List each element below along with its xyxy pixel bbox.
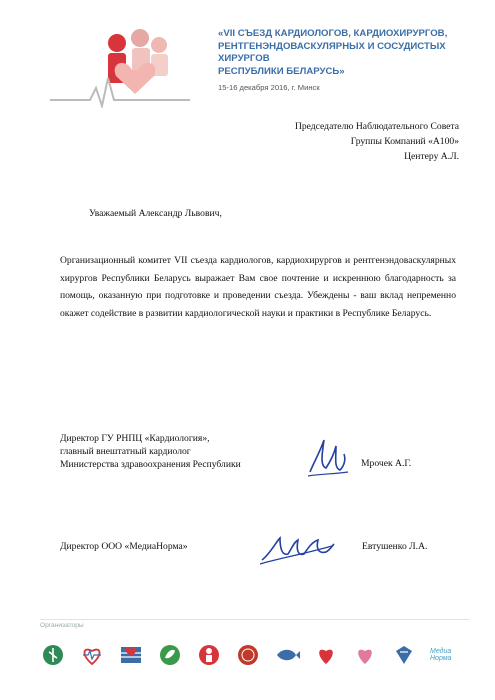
media-norma-text: Медиа Норма: [430, 648, 452, 662]
organizers-logos: [40, 640, 470, 670]
red-heart-logo-icon: [313, 642, 339, 668]
footer-divider: [40, 619, 470, 620]
signatory-2-name: Евтушенко Л.А.: [362, 541, 428, 552]
signatory-title-line: главный внештатный кардиолог: [60, 446, 191, 458]
heart-wave-logo-icon: [79, 642, 105, 668]
signatory-1-title: [60, 432, 241, 472]
european-society-logo-icon: [235, 642, 261, 668]
title-line: «VII СЪЕЗД КАРДИОЛОГОВ, КАРДИОХИРУРГОВ,: [218, 28, 448, 39]
title-line: РЕСПУБЛИКИ БЕЛАРУСЬ»: [218, 65, 345, 77]
baci-logo-icon: [391, 642, 417, 668]
pink-heart-logo-icon: [352, 642, 378, 668]
congress-logo: [40, 18, 200, 108]
signatory-2-title: Директор ООО «МедиаНорма»: [60, 541, 188, 552]
title-line: РЕНТГЕНЭНДОВАСКУЛЯРНЫХ И СОСУДИСТЫХ ХИРУРГОВ: [218, 40, 446, 64]
recipient-line: Группы Компаний «А100»: [350, 136, 459, 148]
red-figure-logo-icon: [196, 642, 222, 668]
signature-1: [300, 432, 360, 482]
signature-2: [256, 524, 336, 568]
salutation: Уважаемый Александр Львович,: [89, 208, 222, 219]
rnpc-logo-icon: [118, 642, 144, 668]
medical-emblem-icon: [40, 642, 66, 668]
leaf-logo-icon: [157, 642, 183, 668]
recipient-line: Центеру А.Л.: [404, 151, 459, 163]
signatory-title-line: Министерства здравоохранения Республики: [60, 459, 241, 471]
signatory-1-name: Мрочек А.Г.: [361, 458, 412, 469]
letter-body: Организационный комитет VII съезда кардиологов, кардиохирургов и рентгенэндоваскулярных хирургов Республики Беларусь выражает Вам свое почтение и искреннюю благодарность за помощь, оказанную при подготовке и проведении съезда. Убеждены - ваш вклад непременно окажет содействие в развитии кардиологической науки и практики в Республике Беларусь.: [60, 255, 456, 319]
fish-logo-icon: [274, 642, 300, 668]
recipient-block: [199, 119, 459, 165]
organizers-label: Организаторы: [40, 622, 84, 629]
media-norma-logo: [430, 642, 470, 668]
signatory-title-line: Директор ГУ РНПЦ «Кардиология»,: [60, 433, 210, 444]
recipient-line: Председателю Наблюдательного Совета: [294, 121, 459, 132]
congress-title: [218, 28, 483, 78]
congress-date: 15-16 декабря 2016, г. Минск: [218, 83, 320, 92]
